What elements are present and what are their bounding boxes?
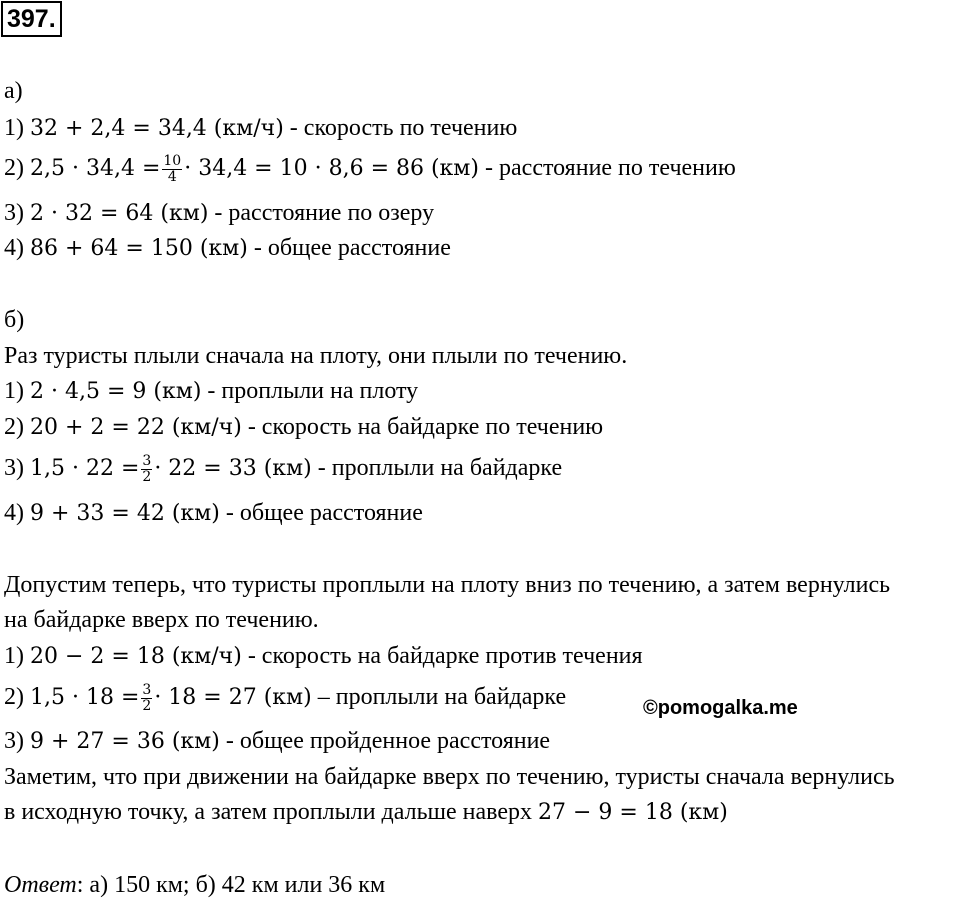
step-description: - проплыли на байдарке xyxy=(311,455,563,481)
part-a-step-1 xyxy=(4,113,517,144)
step-description: - общее пройденное расстояние xyxy=(219,728,551,754)
fraction-numerator: 10 xyxy=(163,152,182,169)
step-number: 4) xyxy=(4,500,30,526)
step-formula: 1,5 · 18 = xyxy=(30,685,140,710)
step-description: - общее расстояние xyxy=(247,235,451,261)
part-a-step-3 xyxy=(4,198,434,229)
part-c-intro-2: на байдарке вверх по течению. xyxy=(4,607,319,633)
part-c-step-3 xyxy=(4,726,550,757)
step-formula: 9 + 33 = 42 (км) xyxy=(30,501,220,526)
step-formula: 20 + 2 = 22 (км/ч) xyxy=(30,415,242,440)
step-description: - общее расстояние xyxy=(219,500,423,526)
step-formula: 2 · 32 = 64 (км) xyxy=(30,201,209,226)
step-description: - скорость на байдарке против течения xyxy=(241,643,643,669)
step-number: 2) xyxy=(4,414,30,440)
fraction xyxy=(162,154,182,185)
watermark: ©pomogalka.me xyxy=(643,697,798,719)
fraction-denominator: 4 xyxy=(167,168,177,185)
part-b-step-3 xyxy=(4,453,562,485)
fraction-denominator: 2 xyxy=(142,697,152,714)
step-number: 3) xyxy=(4,455,30,481)
step-formula: 32 + 2,4 = 34,4 (км/ч) xyxy=(30,116,284,141)
step-description: - расстояние по течению xyxy=(479,155,736,181)
step-formula: 1,5 · 22 = xyxy=(30,456,140,481)
step-number: 1) xyxy=(4,378,30,404)
part-c-step-1 xyxy=(4,641,643,672)
part-b-step-4 xyxy=(4,498,423,529)
part-b-intro: Раз туристы плыли сначала на плоту, они плыли по течению. xyxy=(4,343,628,369)
fraction-numerator: 3 xyxy=(142,681,152,698)
note-text: в исходную точку, а затем проплыли дальше наверх xyxy=(4,799,538,825)
part-b-step-1 xyxy=(4,376,418,407)
step-description: – проплыли на байдарке xyxy=(311,684,567,710)
step-number: 3) xyxy=(4,200,30,226)
step-formula: 86 + 64 = 150 (км) xyxy=(30,236,248,261)
step-formula: 2 · 4,5 = 9 (км) xyxy=(30,379,202,404)
step-formula: 20 − 2 = 18 (км/ч) xyxy=(30,644,242,669)
answer-label: Ответ xyxy=(4,872,77,898)
part-c-note-2 xyxy=(4,797,728,828)
step-formula-cont: · 18 = 27 (км) xyxy=(154,685,312,710)
note-formula: 27 − 9 = 18 (км) xyxy=(538,800,728,825)
step-formula-cont: · 22 = 33 (км) xyxy=(154,456,312,481)
fraction xyxy=(141,683,152,714)
part-a-label: а) xyxy=(4,78,23,104)
step-formula-cont: · 34,4 = 10 · 8,6 = 86 (км) xyxy=(184,156,480,181)
answer xyxy=(4,870,385,900)
part-b-label: б) xyxy=(4,307,25,333)
step-number: 2) xyxy=(4,684,30,710)
step-description: - скорость на байдарке по течению xyxy=(241,414,604,440)
step-number: 4) xyxy=(4,235,30,261)
step-number: 2) xyxy=(4,155,30,181)
fraction xyxy=(141,454,152,485)
fraction-denominator: 2 xyxy=(142,468,152,485)
step-number: 1) xyxy=(4,643,30,669)
answer-text: : а) 150 км; б) 42 км или 36 км xyxy=(76,872,386,898)
step-formula: 2,5 · 34,4 = xyxy=(30,156,161,181)
step-number: 1) xyxy=(4,115,30,141)
task-number: 397. xyxy=(1,1,62,37)
step-description: - расстояние по озеру xyxy=(208,200,435,226)
part-c-note-1: Заметим, что при движении на байдарке вверх по течению, туристы сначала вернулись xyxy=(4,764,895,790)
part-b-step-2 xyxy=(4,412,603,443)
step-description: - проплыли на плоту xyxy=(201,378,419,404)
part-a-step-2 xyxy=(4,153,736,185)
fraction-numerator: 3 xyxy=(142,452,152,469)
step-formula: 9 + 27 = 36 (км) xyxy=(30,729,220,754)
part-c-intro-1: Допустим теперь, что туристы проплыли на плоту вниз по течению, а затем вернулись xyxy=(4,572,891,598)
step-description: - скорость по течению xyxy=(283,115,518,141)
step-number: 3) xyxy=(4,728,30,754)
part-a-step-4 xyxy=(4,233,451,264)
part-c-step-2 xyxy=(4,682,566,714)
